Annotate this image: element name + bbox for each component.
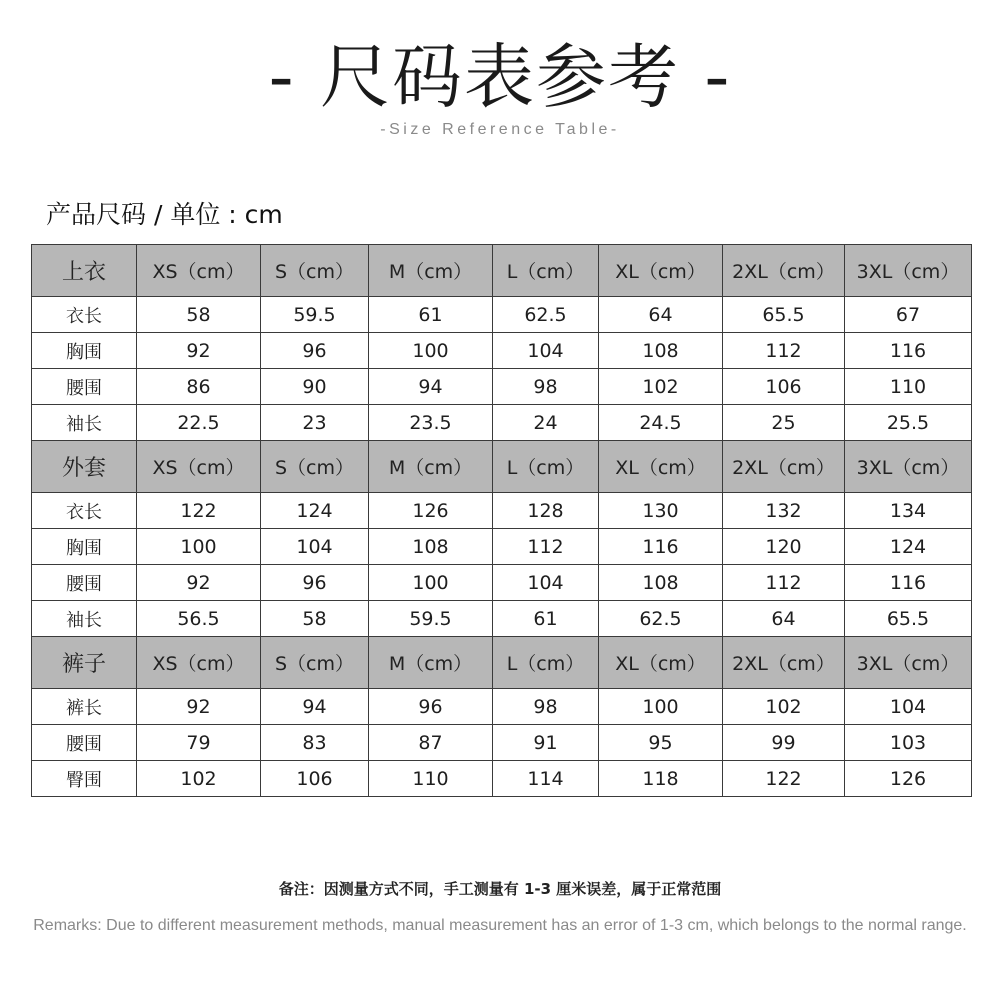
- measurement-value: 23: [261, 405, 369, 441]
- measurement-value: 91: [493, 725, 599, 761]
- measurement-value: 116: [845, 333, 972, 369]
- measurement-value: 128: [493, 493, 599, 529]
- measurement-value: 118: [599, 761, 723, 797]
- measurement-value: 23.5: [369, 405, 493, 441]
- measurement-value: 108: [599, 565, 723, 601]
- table-row: [32, 333, 972, 369]
- size-header-cell: L（cm）: [493, 441, 599, 493]
- measurement-value: 58: [261, 601, 369, 637]
- measurement-value: 95: [599, 725, 723, 761]
- size-header-cell: 3XL（cm）: [845, 441, 972, 493]
- measurement-value: 116: [845, 565, 972, 601]
- measurement-value: 104: [493, 565, 599, 601]
- measurement-value: 86: [137, 369, 261, 405]
- size-header-cell: L（cm）: [493, 245, 599, 297]
- table-row: [32, 369, 972, 405]
- size-header-cell: M（cm）: [369, 441, 493, 493]
- measurement-label: 胸围: [32, 333, 137, 369]
- size-header-cell: XL（cm）: [599, 637, 723, 689]
- table-row: [32, 601, 972, 637]
- table-row: [32, 761, 972, 797]
- measurement-label: 胸围: [32, 529, 137, 565]
- measurement-value: 24.5: [599, 405, 723, 441]
- size-header-cell: M（cm）: [369, 245, 493, 297]
- unit-label: 产品尺码 / 单位 : cm: [46, 200, 283, 229]
- measurement-value: 94: [369, 369, 493, 405]
- measurement-value: 122: [137, 493, 261, 529]
- measurement-value: 98: [493, 369, 599, 405]
- size-header-cell: XS（cm）: [137, 245, 261, 297]
- size-header-cell: M（cm）: [369, 637, 493, 689]
- measurement-value: 110: [369, 761, 493, 797]
- measurement-value: 104: [261, 529, 369, 565]
- measurement-label: 袖长: [32, 405, 137, 441]
- measurement-value: 100: [369, 333, 493, 369]
- measurement-value: 59.5: [261, 297, 369, 333]
- measurement-value: 126: [369, 493, 493, 529]
- size-table: [31, 244, 972, 797]
- measurement-value: 83: [261, 725, 369, 761]
- measurement-value: 102: [137, 761, 261, 797]
- measurement-label: 腰围: [32, 369, 137, 405]
- measurement-value: 112: [723, 333, 845, 369]
- measurement-value: 124: [261, 493, 369, 529]
- measurement-value: 90: [261, 369, 369, 405]
- section-header-row: [32, 637, 972, 689]
- measurement-value: 92: [137, 333, 261, 369]
- measurement-value: 112: [493, 529, 599, 565]
- table-row: [32, 529, 972, 565]
- remarks-cn: 备注：因测量方式不同，手工测量有 1-3 厘米误差，属于正常范围: [278, 880, 722, 898]
- measurement-value: 102: [723, 689, 845, 725]
- measurement-value: 67: [845, 297, 972, 333]
- size-header-cell: 2XL（cm）: [723, 245, 845, 297]
- measurement-value: 114: [493, 761, 599, 797]
- measurement-value: 96: [261, 333, 369, 369]
- table-row: [32, 297, 972, 333]
- section-header-row: [32, 245, 972, 297]
- measurement-value: 108: [369, 529, 493, 565]
- measurement-value: 130: [599, 493, 723, 529]
- measurement-value: 65.5: [845, 601, 972, 637]
- measurement-value: 94: [261, 689, 369, 725]
- measurement-value: 120: [723, 529, 845, 565]
- measurement-value: 61: [493, 601, 599, 637]
- measurement-value: 59.5: [369, 601, 493, 637]
- page-subtitle: -Size Reference Table-: [380, 121, 620, 138]
- size-header-cell: 3XL（cm）: [845, 637, 972, 689]
- size-header-cell: XS（cm）: [137, 441, 261, 493]
- measurement-value: 112: [723, 565, 845, 601]
- measurement-value: 61: [369, 297, 493, 333]
- measurement-value: 96: [261, 565, 369, 601]
- size-header-cell: 2XL（cm）: [723, 637, 845, 689]
- measurement-value: 56.5: [137, 601, 261, 637]
- size-header-cell: XL（cm）: [599, 245, 723, 297]
- measurement-value: 126: [845, 761, 972, 797]
- measurement-value: 100: [369, 565, 493, 601]
- measurement-value: 62.5: [599, 601, 723, 637]
- measurement-value: 25.5: [845, 405, 972, 441]
- table-row: [32, 493, 972, 529]
- measurement-label: 臀围: [32, 761, 137, 797]
- size-header-cell: XS（cm）: [137, 637, 261, 689]
- measurement-value: 124: [845, 529, 972, 565]
- remarks-en: Remarks: Due to different measurement methods, manual measurement has an error of 1-3 cm, which belongs to the normal range.: [33, 917, 967, 934]
- section-header-row: [32, 441, 972, 493]
- page-title: - 尺码表参考 -: [268, 36, 732, 118]
- measurement-value: 22.5: [137, 405, 261, 441]
- size-header-cell: L（cm）: [493, 637, 599, 689]
- measurement-value: 96: [369, 689, 493, 725]
- measurement-value: 92: [137, 689, 261, 725]
- measurement-value: 104: [845, 689, 972, 725]
- measurement-value: 103: [845, 725, 972, 761]
- size-header-cell: 2XL（cm）: [723, 441, 845, 493]
- measurement-value: 58: [137, 297, 261, 333]
- measurement-value: 122: [723, 761, 845, 797]
- size-header-cell: 3XL（cm）: [845, 245, 972, 297]
- measurement-value: 98: [493, 689, 599, 725]
- measurement-value: 104: [493, 333, 599, 369]
- size-header-cell: S（cm）: [261, 441, 369, 493]
- category-cell: 裤子: [32, 637, 137, 689]
- table-row: [32, 725, 972, 761]
- size-header-cell: XL（cm）: [599, 441, 723, 493]
- category-cell: 上衣: [32, 245, 137, 297]
- measurement-value: 92: [137, 565, 261, 601]
- category-cell: 外套: [32, 441, 137, 493]
- measurement-value: 106: [723, 369, 845, 405]
- measurement-value: 106: [261, 761, 369, 797]
- measurement-label: 腰围: [32, 725, 137, 761]
- measurement-value: 108: [599, 333, 723, 369]
- measurement-label: 腰围: [32, 565, 137, 601]
- measurement-value: 64: [599, 297, 723, 333]
- measurement-value: 62.5: [493, 297, 599, 333]
- measurement-value: 100: [137, 529, 261, 565]
- measurement-label: 裤长: [32, 689, 137, 725]
- table-row: [32, 689, 972, 725]
- measurement-value: 110: [845, 369, 972, 405]
- measurement-label: 袖长: [32, 601, 137, 637]
- measurement-value: 99: [723, 725, 845, 761]
- size-header-cell: S（cm）: [261, 637, 369, 689]
- measurement-value: 116: [599, 529, 723, 565]
- measurement-label: 衣长: [32, 297, 137, 333]
- measurement-value: 132: [723, 493, 845, 529]
- measurement-value: 79: [137, 725, 261, 761]
- measurement-value: 134: [845, 493, 972, 529]
- measurement-value: 87: [369, 725, 493, 761]
- measurement-value: 64: [723, 601, 845, 637]
- measurement-label: 衣长: [32, 493, 137, 529]
- measurement-value: 65.5: [723, 297, 845, 333]
- measurement-value: 100: [599, 689, 723, 725]
- measurement-value: 24: [493, 405, 599, 441]
- table-row: [32, 565, 972, 601]
- size-header-cell: S（cm）: [261, 245, 369, 297]
- measurement-value: 102: [599, 369, 723, 405]
- measurement-value: 25: [723, 405, 845, 441]
- table-row: [32, 405, 972, 441]
